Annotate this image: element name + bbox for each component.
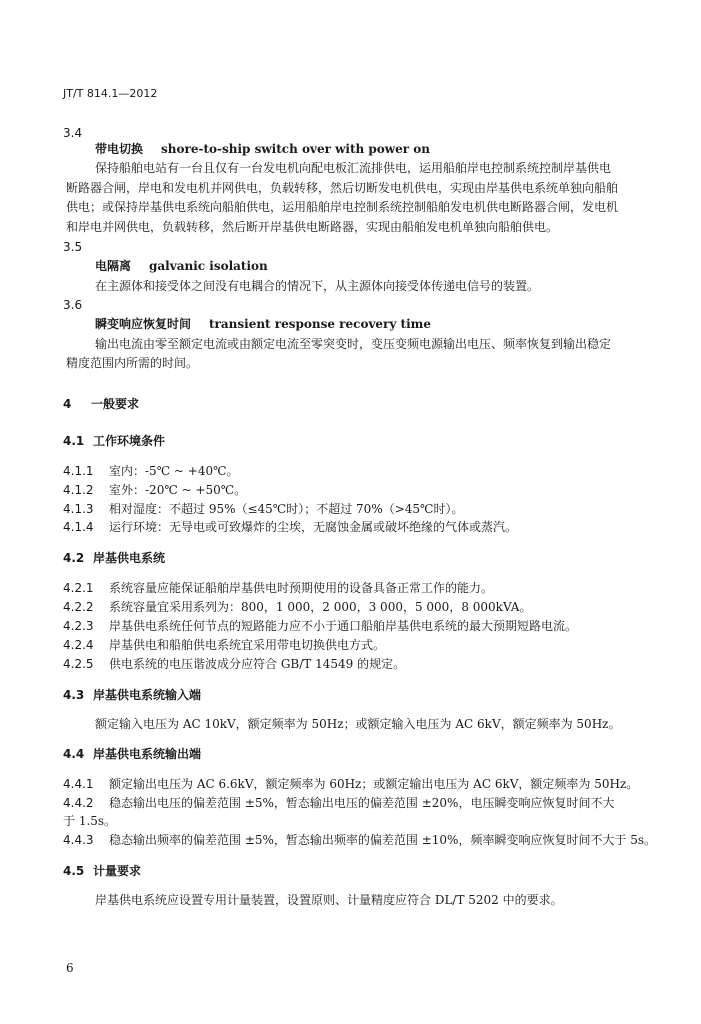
clause-heading bbox=[63, 863, 141, 879]
term-heading bbox=[95, 316, 431, 332]
item-text: 系统容量宜采用系列为：800，1 000，2 000，3 000，5 000，8 000kVA。 bbox=[109, 600, 532, 614]
clause-heading bbox=[63, 550, 165, 566]
item-number: 4.2.4 bbox=[63, 638, 94, 652]
item-number: 4.2.1 bbox=[63, 581, 94, 595]
item-number: 4.2.5 bbox=[63, 657, 94, 671]
item-continuation: 于 1.5s。 bbox=[63, 814, 117, 828]
term-zh: 电隔离 bbox=[95, 259, 132, 273]
term-en: transient response recovery time bbox=[209, 317, 431, 331]
term-heading bbox=[95, 141, 430, 157]
clause-heading bbox=[63, 687, 201, 703]
clause-heading bbox=[63, 433, 165, 449]
item-number: 4.2.3 bbox=[63, 619, 94, 633]
term-en: shore-to-ship switch over with power on bbox=[161, 142, 431, 156]
clause-number: 4.3 bbox=[63, 688, 85, 702]
item-number: 4.1.4 bbox=[63, 520, 94, 534]
definition-line: 断路器合闸，岸电和发电机并网供电，负载转移，然后切断发电机供电，实现由岸基供电系统单独向船舶 bbox=[66, 181, 619, 195]
item-number: 4.2.2 bbox=[63, 600, 94, 614]
item-text: 运行环境：无导电或可致爆炸的尘埃，无腐蚀金属或破坏绝缘的气体或蒸汽。 bbox=[109, 520, 518, 534]
clause-number: 4.2 bbox=[63, 551, 85, 565]
section-number: 3.5 bbox=[63, 240, 83, 254]
list-item bbox=[63, 463, 239, 479]
list-item bbox=[63, 637, 385, 653]
item-text: 供电系统的电压谐波成分应符合 GB/T 14549 的规定。 bbox=[109, 657, 406, 671]
clause-title: 岸基供电系统输出端 bbox=[93, 747, 202, 761]
definition-line: 输出电流由零至额定电流或由额定电流至零突变时，变压变频电源输出电压、频率恢复到输出稳定 bbox=[95, 337, 612, 351]
clause-heading bbox=[63, 746, 201, 762]
definition-line: 供电；或保持岸基供电系统向船舶供电，运用船舶岸电控制系统控制船舶发电机供电断路器合闸，发电机 bbox=[66, 200, 619, 214]
clause-title: 岸基供电系统 bbox=[93, 551, 166, 565]
list-item bbox=[63, 599, 531, 615]
item-text: 岸基供电系统任何节点的短路能力应不小于通口船舶岸基供电系统的最大预期短路电流。 bbox=[109, 619, 578, 633]
paragraph: 额定输入电压为 AC 10kV，额定频率为 50Hz；或额定输入电压为 AC 6kV，额定频率为 50Hz。 bbox=[95, 717, 621, 731]
list-item bbox=[63, 832, 656, 848]
term-zh: 瞬变响应恢复时间 bbox=[95, 317, 192, 331]
item-number: 4.4.3 bbox=[63, 833, 94, 847]
page-number: 6 bbox=[66, 961, 74, 975]
clause-number: 4.5 bbox=[63, 864, 85, 878]
term-heading bbox=[95, 258, 268, 274]
clause-number: 4.4 bbox=[63, 747, 85, 761]
list-item bbox=[63, 795, 614, 811]
section-number: 3.4 bbox=[63, 126, 83, 140]
definition-line: 在主源体和接受体之间没有电耦合的情况下，从主源体向接受体传递电信号的装置。 bbox=[95, 279, 540, 293]
chapter-heading bbox=[63, 396, 139, 412]
item-number: 4.4.1 bbox=[63, 777, 94, 791]
definition-line: 和岸电并网供电，负载转移，然后断开岸基供电断路器，实现由船舶发电机单独向船舶供电。 bbox=[66, 220, 559, 234]
chapter-title: 一般要求 bbox=[91, 397, 140, 411]
paragraph: 岸基供电系统应设置专用计量装置，设置原则、计量精度应符合 DL/T 5202 中的要求。 bbox=[95, 893, 563, 907]
list-item bbox=[63, 519, 517, 535]
clause-title: 岸基供电系统输入端 bbox=[93, 688, 202, 702]
item-text: 岸基供电和船舶供电系统宜采用带电切换供电方式。 bbox=[109, 638, 386, 652]
term-en: galvanic isolation bbox=[149, 259, 268, 273]
clause-number: 4.1 bbox=[63, 434, 85, 448]
definition-line: 精度范围内所需的时间。 bbox=[66, 356, 199, 370]
item-text: 系统容量应能保证船舶岸基供电时预期使用的设备具备正常工作的能力。 bbox=[109, 581, 494, 595]
item-text: 稳态输出频率的偏差范围 ±5%，暂态输出频率的偏差范围 ±10%，频率瞬变响应恢复时间不大于 5s。 bbox=[109, 833, 657, 847]
definition-line: 保持船舶电站有一台且仅有一台发电机向配电板汇流排供电，运用船舶岸电控制系统控制岸基供电 bbox=[95, 161, 612, 175]
item-number: 4.1.3 bbox=[63, 502, 94, 516]
item-text: 室外：-20℃ ~ +50℃。 bbox=[109, 483, 247, 497]
standard-code-header: JT/T 814.1—2012 bbox=[63, 87, 158, 100]
item-number: 4.4.2 bbox=[63, 796, 94, 810]
section-number: 3.6 bbox=[63, 298, 83, 312]
list-item bbox=[63, 501, 463, 517]
list-item bbox=[63, 580, 493, 596]
item-text: 相对湿度：不超过 95%（≤45℃时）；不超过 70%（>45℃时）。 bbox=[109, 502, 464, 516]
item-text: 额定输出电压为 AC 6.6kV，额定频率为 60Hz；或额定输出电压为 AC 6kV，额定频率为 50Hz。 bbox=[109, 777, 639, 791]
item-number: 4.1.1 bbox=[63, 464, 94, 478]
list-item bbox=[63, 618, 577, 634]
list-item bbox=[63, 482, 246, 498]
clause-title: 计量要求 bbox=[93, 864, 142, 878]
list-item bbox=[63, 776, 638, 792]
item-number: 4.1.2 bbox=[63, 483, 94, 497]
clause-title: 工作环境条件 bbox=[93, 434, 166, 448]
chapter-number: 4 bbox=[63, 397, 72, 411]
term-zh: 带电切换 bbox=[95, 142, 144, 156]
item-text: 室内：-5℃ ~ +40℃。 bbox=[109, 464, 239, 478]
list-item bbox=[63, 656, 405, 672]
item-text: 稳态输出电压的偏差范围 ±5%，暂态输出电压的偏差范围 ±20%，电压瞬变响应恢复时间不大 bbox=[109, 796, 615, 810]
